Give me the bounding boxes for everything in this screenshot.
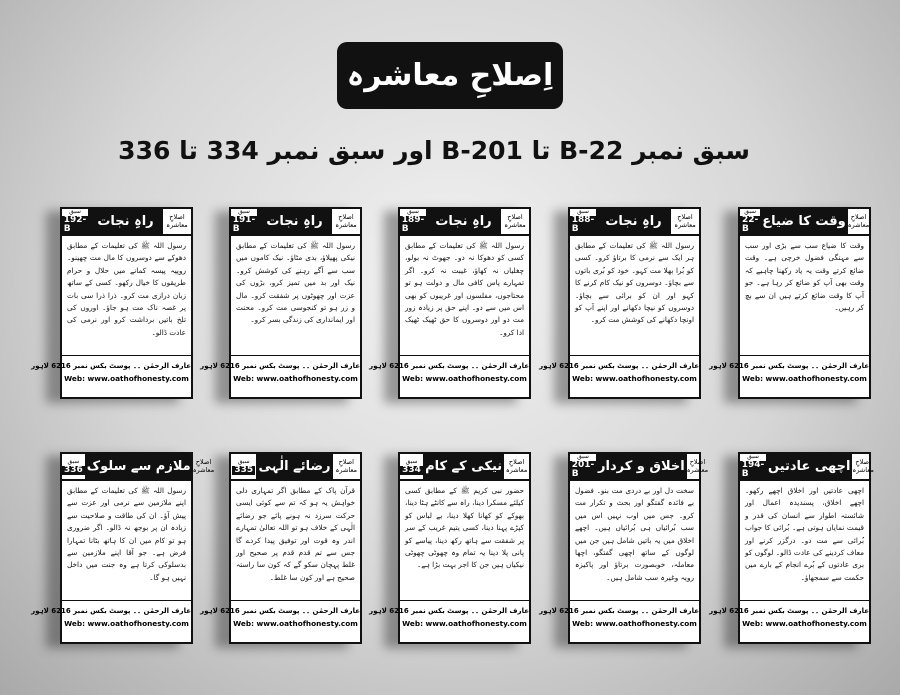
author-signature: عارف الرحمٰن ۔۔ پوسٹ بکس نمبر 6216 لاہور bbox=[31, 362, 191, 370]
lesson-card bbox=[709, 452, 874, 644]
series-tag: اصلاحِ معاشرہ bbox=[330, 209, 360, 234]
lesson-number: 191-B bbox=[232, 215, 256, 234]
lesson-number: 188-B bbox=[571, 215, 595, 234]
card-header bbox=[400, 454, 529, 481]
website-url: Web: www.oathofhonesty.com bbox=[402, 619, 527, 628]
lesson-number-label: سبق bbox=[67, 457, 80, 465]
website-url: Web: www.oathofhonesty.com bbox=[402, 374, 527, 383]
website-url: Web: www.oathofhonesty.com bbox=[572, 619, 697, 628]
card-footer bbox=[709, 355, 869, 397]
lesson-number: 334 bbox=[402, 464, 421, 475]
lesson-number-label: سبق bbox=[237, 457, 250, 465]
author-signature: عارف الرحمٰن ۔۔ پوسٹ بکس نمبر 6216 لاہور bbox=[200, 362, 360, 370]
card-footer bbox=[539, 355, 699, 397]
card-header bbox=[570, 209, 699, 236]
lesson-card bbox=[539, 207, 701, 399]
card-header bbox=[231, 454, 360, 481]
lesson-number-box bbox=[400, 209, 428, 234]
series-tag: اصلاحِ معاشرہ bbox=[331, 454, 360, 479]
lesson-number: 194-B bbox=[741, 460, 765, 479]
lesson-card bbox=[709, 207, 871, 399]
card-footer bbox=[369, 355, 529, 397]
lesson-number-label: سبق bbox=[405, 457, 418, 465]
card-title: رضائے الٰہی bbox=[258, 454, 330, 479]
card-footer bbox=[709, 600, 869, 642]
lesson-number-label: سبق bbox=[747, 453, 759, 460]
series-tag: اصلاحِ معاشرہ bbox=[191, 454, 214, 479]
poster-subtitle: سبق نمبر 22-B تا 201-B اور سبق نمبر 334 تا 336 bbox=[118, 136, 750, 165]
lesson-number-label: سبق bbox=[238, 208, 250, 215]
card-title: اخلاق و کردار bbox=[598, 454, 685, 479]
website-url: Web: www.oathofhonesty.com bbox=[233, 374, 358, 383]
series-tag: اصلاحِ معاشرہ bbox=[685, 454, 708, 479]
series-tag: اصلاحِ معاشرہ bbox=[502, 454, 529, 479]
card-title: وقت کا ضیاع bbox=[762, 209, 845, 234]
lesson-card bbox=[369, 207, 531, 399]
lesson-card bbox=[31, 452, 215, 644]
series-tag: اصلاحِ معاشرہ bbox=[669, 209, 699, 234]
lesson-number: 192-B bbox=[63, 215, 87, 234]
card-header bbox=[400, 209, 529, 236]
lesson-number-box bbox=[570, 454, 598, 479]
lesson-number-label: سبق bbox=[577, 453, 589, 460]
author-signature: عارف الرحمٰن ۔۔ پوسٹ بکس نمبر 6216 لاہور bbox=[369, 607, 529, 615]
lesson-card bbox=[200, 452, 362, 644]
author-signature: عارف الرحمٰن ۔۔ پوسٹ بکس نمبر 6216 لاہور bbox=[31, 607, 191, 615]
lesson-number-box bbox=[231, 454, 258, 479]
card-header bbox=[62, 209, 191, 236]
lesson-number: 335 bbox=[234, 464, 254, 475]
card-body: رسول اللہ ﷺ کی تعلیمات کے مطابق ہر ایک سے نرمی کا برتاؤ کرو۔ کسی کو بُرا بھلا مت کہو۔ خود کو بُری باتوں سے بچاؤ۔ دوسروں کو نیک کام کرنے کا کہو اور ان کو برائی سے بچاؤ۔ دوسروں کو نیچا دکھانے اور اپنے آپ کو اونچا دکھانے کی کوشش مت کرو۔ bbox=[575, 241, 694, 325]
lesson-number: 201-B bbox=[571, 460, 595, 479]
card-body: رسول اللہ ﷺ کی تعلیمات کے مطابق دھوکے سے دوسروں کا مال مت چھینو۔ روپیہ پیسہ کمانے میں حلال و حرام طریقوں کا خیال رکھو۔ کسی کے ساتھ زبان درازی مت کرو۔ ذرا ذرا سی بات پر غصہ ناک مت ہو جاؤ۔ اوروں کی تلخ باتیں برداشت کرو اور نرمی کی عادت ڈالو۔ bbox=[67, 241, 186, 337]
card-footer bbox=[369, 600, 529, 642]
series-tag: اصلاحِ معاشرہ bbox=[846, 209, 869, 234]
website-url: Web: www.oathofhonesty.com bbox=[64, 619, 189, 628]
card-footer bbox=[539, 600, 699, 642]
lesson-number-label: سبق bbox=[744, 208, 757, 215]
series-tag: اصلاحِ معاشرہ bbox=[499, 209, 529, 234]
series-tag: اصلاحِ معاشرہ bbox=[161, 209, 191, 234]
lesson-card bbox=[369, 452, 531, 644]
card-body: رسول اللہ ﷺ کی تعلیمات کے مطابق نیکی پھیلاؤ، بدی مٹاؤ۔ نیک کاموں میں سب سے آگے رہنے کی کوشش کرو۔ نیک اور بد میں تمیز کرو، بڑوں کی عزت اور چھوٹوں پر شفقت کرو۔ مال و زر ہو تو کنجوسی مت کرو۔ محنت اور ایمانداری کی زندگی بسر کرو۔ bbox=[236, 241, 355, 325]
author-signature: عارف الرحمٰن ۔۔ پوسٹ بکس نمبر 6216 لاہور bbox=[709, 362, 869, 370]
website-url: Web: www.oathofhonesty.com bbox=[742, 619, 867, 628]
lesson-card bbox=[539, 452, 709, 644]
website-url: Web: www.oathofhonesty.com bbox=[233, 619, 358, 628]
author-signature: عارف الرحمٰن ۔۔ پوسٹ بکس نمبر 6216 لاہور bbox=[369, 362, 529, 370]
card-header bbox=[62, 454, 215, 481]
card-body: رسول اللہ ﷺ کی تعلیمات کے مطابق اپنے ملازمین سے نرمی اور عزت سے پیش آؤ۔ ان کی طاقت و صلاحیت سے زیادہ ان پر بوجھ نہ ڈالو۔ اگر ضروری ہو تو کام میں ان کا ہاتھ بٹانا تمہارا فرض ہے۔ جو آقا اپنے ملازمین سے بدسلوکی کرتا ہے وہ جنت میں داخل نہیں ہو گا۔ bbox=[67, 486, 186, 582]
card-header bbox=[570, 453, 709, 481]
series-tag: اصلاحِ معاشرہ bbox=[850, 454, 873, 479]
website-url: Web: www.oathofhonesty.com bbox=[742, 374, 867, 383]
card-title: راہِ نجات bbox=[428, 209, 499, 234]
lesson-card bbox=[200, 207, 362, 399]
lesson-number-label: سبق bbox=[577, 208, 589, 215]
card-footer bbox=[31, 355, 191, 397]
card-footer bbox=[200, 355, 360, 397]
lesson-card bbox=[31, 207, 193, 399]
lesson-number-label: سبق bbox=[69, 208, 81, 215]
author-signature: عارف الرحمٰن ۔۔ پوسٹ بکس نمبر 6216 لاہور bbox=[539, 362, 699, 370]
lesson-number-box bbox=[570, 209, 598, 234]
lesson-number-box bbox=[231, 209, 259, 234]
card-title: اچھی عادتیں bbox=[768, 454, 850, 479]
poster-title: اِصلاحِ معاشرہ bbox=[337, 42, 563, 109]
card-footer bbox=[31, 600, 191, 642]
card-header bbox=[231, 209, 360, 236]
lesson-number-label: سبق bbox=[407, 208, 419, 215]
lesson-number: 336 bbox=[64, 464, 83, 475]
card-title: راہِ نجات bbox=[598, 209, 669, 234]
card-body: اچھی عادتیں اور اخلاق اچھے رکھو۔ اچھے اخلاق، پسندیدہ اعمال اور شائستہ اطوار سے انسان کی قدر و قیمت نمایاں ہوتی ہے۔ بُرائی کا جواب بُرائی سے مت دو۔ درگزر کرنے اور معاف کردینے کی عادت ڈالو۔ لوگوں کو بری عادتوں کے بُرے انجام کے بارے میں حکمت سے سمجھاؤ۔ bbox=[745, 486, 864, 582]
website-url: Web: www.oathofhonesty.com bbox=[64, 374, 189, 383]
author-signature: عارف الرحمٰن ۔۔ پوسٹ بکس نمبر 6216 لاہور bbox=[200, 607, 360, 615]
lesson-number-box bbox=[740, 454, 768, 479]
card-title: نیکی کے کام bbox=[425, 454, 502, 479]
card-title: راہِ نجات bbox=[259, 209, 330, 234]
card-header bbox=[740, 453, 874, 481]
card-body: حضور نبی کریم ﷺ کے مطابق کسی کیلئے مسکرا دینا، راہ سے کانٹے ہٹا دینا، بھوکے کو کھانا کھلا دینا، بے لباس کو کپڑے پہنا دینا، کسی یتیم غریب کے سر پر شفقت سے ہاتھ رکھ دینا، پیاسے کو پانی پلا دینا یہ تمام وہ چھوٹی چھوٹی نیکیاں ہیں جن کا اجر بہت بڑا ہے۔ bbox=[405, 486, 524, 570]
lesson-number-box bbox=[62, 454, 87, 479]
lesson-number-box bbox=[400, 454, 425, 479]
lesson-number: 189-B bbox=[401, 215, 425, 234]
lesson-number-box bbox=[740, 209, 762, 234]
card-body: رسول اللہ ﷺ کی تعلیمات کے مطابق کسی کو دھوکا نہ دو۔ جھوٹ نہ بولو، چغلیاں نہ کھاؤ، غیبت نہ کرو۔ اگر تمہارے پاس کافی مال و دولت ہو تو محتاجوں، مفلسوں اور غریبوں کو بھی اس میں سے دو۔ اپنے حق پر زیادہ زور مت دو اور دوسروں کا حق ٹھیک ٹھیک ادا کرو۔ bbox=[405, 241, 524, 337]
card-title: ملازم سے سلوک bbox=[87, 454, 191, 479]
card-body: قرآن پاک کے مطابق اگر تمہاری دلی خواہش یہ ہو کہ تم سے کوئی ایسی حرکت سرزد نہ ہونے پائے جو رضائے الٰہی کے خلاف ہو تو اللہ تعالیٰ تمہارے اندر وہ قوت اور توفیق پیدا کردے گا جس سے تم قدم قدم پر صحیح اور غلط پہچان سکو گے کہ کون سا راستہ صحیح ہے اور کون سا غلط۔ bbox=[236, 486, 355, 582]
card-body: سخت دل اور بے دردی مت بنو۔ فضول بے فائدہ گفتگو اور بحث و تکرار مت کرو۔ جس میں اوب نہیں اس میں سب بُرائیاں ہی بُرائیاں ہیں۔ اچھے اخلاق میں یہ باتیں شامل ہیں جن میں لوگوں کے ساتھ اچھی گفتگو، اچھا معاملہ، خوبصورت برتاؤ اور پاکیزہ رویہ وغیرہ سب شامل ہیں۔ bbox=[575, 486, 694, 582]
website-url: Web: www.oathofhonesty.com bbox=[572, 374, 697, 383]
card-header bbox=[740, 209, 869, 236]
card-body: وقت کا ضیاع سب سے بڑی اور سب سے مہنگی فضول خرچی ہے۔ وقت ضائع کرتے وقت یہ یاد رکھنا چاہیے کہ وقت بھی آپ کو ضائع کر رہا ہے۔ جو آپ کا وقت ضائع کرتے ہیں ان سے بچ کر رہیں۔ bbox=[745, 241, 864, 313]
author-signature: عارف الرحمٰن ۔۔ پوسٹ بکس نمبر 6216 لاہور bbox=[709, 607, 869, 615]
lesson-number: 22-B bbox=[742, 215, 759, 234]
lesson-number-box bbox=[62, 209, 90, 234]
card-title: راہِ نجات bbox=[90, 209, 161, 234]
card-footer bbox=[200, 600, 360, 642]
author-signature: عارف الرحمٰن ۔۔ پوسٹ بکس نمبر 6216 لاہور bbox=[539, 607, 699, 615]
